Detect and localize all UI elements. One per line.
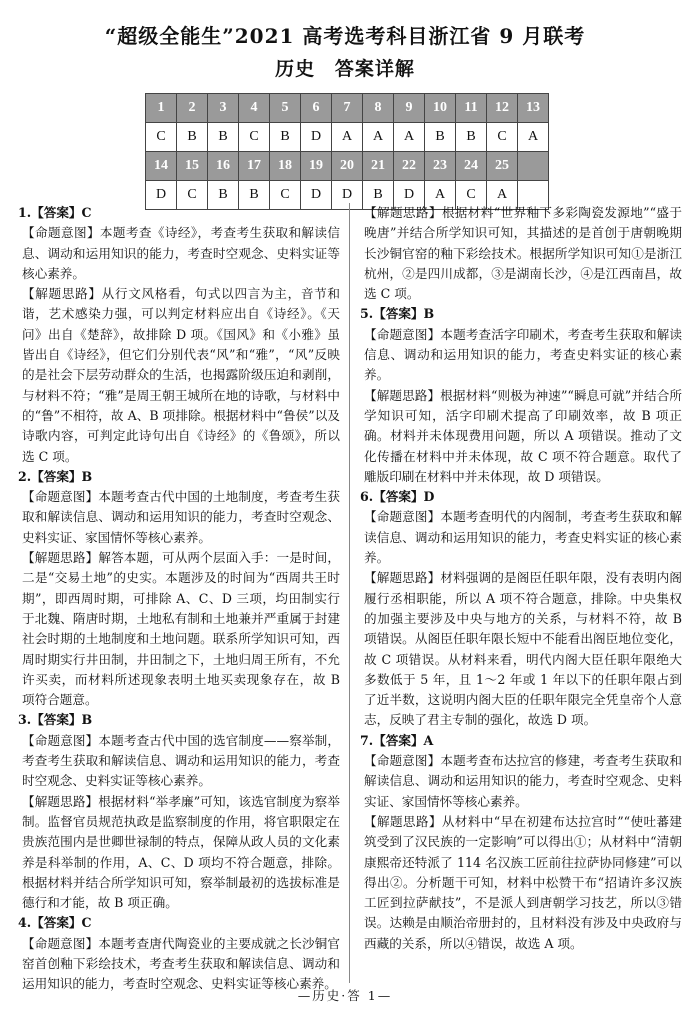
left-column [18,203,340,995]
question-block [360,731,682,954]
answer-heading: 3.【答案】B [18,712,93,728]
explanation-paragraph: 【命题意图】本题考查明代的内阁制，考查考生获取和解读信息、调动和运用知识的能力，考查史料实证的核心素养。 [364,509,682,566]
answer-cell: 9 [394,94,425,123]
answer-cell: 23 [425,152,456,181]
explanation-paragraph: 【解题思路】从材料中“早在初建布达拉宫时”“使吐蕃建筑受到了汉民族的一定影响”可以得出①；从材料中“清朝康熙帝还特派了 114 名汉族工匠前往拉萨协同修建”可以得出②。分析题干可知，材料中松赞干布“招请许多汉族工匠到拉萨献技”，不是派人到唐朝学习技艺，所以③错误。达赖是由顺治帝册封的，且材料没有涉及中央政府与西藏的关系，所以④错误，故选 A 项。 [364,813,682,951]
answer-cell: 24 [456,152,487,181]
explanation-paragraph: 【命题意图】本题考查唐代陶瓷业的主要成就之长沙铜官窑首创釉下彩绘技术，考查考生获取和解读信息、调动和运用知识的能力，考查时空观念、史料实证等核心素养。 [22,935,340,992]
answer-cell-empty [518,152,549,181]
answer-cell: 12 [487,94,518,123]
answer-heading: 5.【答案】B [360,306,435,322]
explanation-paragraph: 【解题思路】材料强调的是阁臣任职年限，没有表明内阁履行丞相职能，所以 A 项不符合题意，排除。中央集权的加强主要涉及中央与地方的关系，与材料不符，故 B 项错误。从阁臣任职年限长短中不能看出阁臣地位变化，故 C 项错误。从材料来看，明代内阁大臣任职年限绝大多数低于 5 年，且 1～2 年或 1 年以下的任职年限占到了近半数，这说明内阁大臣的任职年限完全凭皇帝个人意志，反映了君主专制的强化，故选 D 项。 [364,570,682,728]
page-subtitle [0,54,690,81]
answer-cell: 15 [177,152,208,181]
explanation-paragraph: 【解题思路】根据材料“则极为神速”“瞬息可就”并结合所学知识可知，活字印刷术提高了印刷效率，故 B 项正确。材料并未体现费用问题，所以 A 项错误。推动了文化传播在材料中并未体现，故 C 项不符合题意。取代了雕版印刷在材料中并未体现，故 D 项错误。 [364,387,682,484]
answer-cell: A [394,123,425,152]
explanation-paragraph: 【命题意图】本题考查布达拉宫的修建，考查考生获取和解读信息、调动和运用知识的能力，考查时空观念、史料实证、家国情怀等核心素养。 [364,753,682,809]
explanation-paragraph: 【命题意图】本题考查古代中国的土地制度，考查考生获取和解读信息、调动和运用知识的能力，考查时空观念、史料实证、家国情怀等核心素养。 [22,489,340,545]
answer-cell: C [239,123,270,152]
answer-cell: A [332,123,363,152]
explanation-paragraph: 【命题意图】本题考查活字印刷术，考查考生获取和解读信息、调动和运用知识的能力，考查史料实证的核心素养。 [364,326,682,383]
answer-cell: A [363,123,394,152]
answer-cell: B [239,181,270,210]
answer-cell: B [425,123,456,152]
answer-cell: 13 [518,94,549,123]
explanation-paragraph: 【命题意图】本题考查古代中国的选官制度——察举制，考查考生获取和解读信息、调动和运用知识的能力，考查时空观念、史料实证等核心素养。 [22,732,340,789]
answer-cell: 4 [239,94,270,123]
answer-table-answer-row [146,123,549,152]
answer-cell: B [208,181,239,210]
answer-cell: 3 [208,94,239,123]
answer-cell: C [146,123,177,152]
question-block [18,203,340,467]
explanation-paragraph: 【解题思路】根据材料“世界釉下多彩陶瓷发源地”“盛于晚唐”并结合所学知识可知，其描述的是首创于唐朝晚期长沙铜官窑的釉下彩绘技术。根据所学知识可知①是浙江杭州，②是四川成都，③是湖南长沙，④是江西南昌，故选 C 项。 [364,205,682,302]
answer-cell: C [456,181,487,210]
answer-cell: 14 [146,152,177,181]
answer-cell: A [487,181,518,210]
question-block [360,304,682,487]
answer-cell: C [270,181,301,210]
question-block [360,487,682,731]
question-block [18,913,340,994]
answer-cell: 18 [270,152,301,181]
answer-cell: D [394,181,425,210]
answer-cell: B [177,123,208,152]
answer-cell: B [456,123,487,152]
answer-heading: 4.【答案】C [18,915,92,931]
answer-table [145,93,549,210]
answer-heading: 6.【答案】D [360,489,435,505]
answer-cell: C [177,181,208,210]
answer-cell: C [487,123,518,152]
answer-cell: D [301,123,332,152]
answer-cell: A [425,181,456,210]
answer-cell: 21 [363,152,394,181]
answer-cell: 11 [456,94,487,123]
answer-cell: 2 [177,94,208,123]
answer-cell: 6 [301,94,332,123]
answer-heading: 1.【答案】C [18,205,92,220]
answer-cell: 5 [270,94,301,123]
column-divider [349,203,350,983]
explanation-paragraph: 【解题思路】从行文风格看，句式以四言为主，音节和谐，艺术感染力强，可以判定材料应出自《诗经》。《天问》出自《楚辞》，故排除 D 项。《国风》和《小雅》虽皆出自《诗经》，但它们分别代表“风”和“雅”，“风”反映的是社会下层劳动群众的生活，也揭露阶级压迫和剥削，与材料不符；“雅”是周王朝王城所在地的诗歌，与材料中的“鲁”不相符，故 A、B 项排除。根据材料中“鲁侯”以及诗歌内容，可判定此诗句出自《诗经》的《鲁颂》，所以选 C 项。 [22,286,340,464]
right-column [360,203,682,954]
answer-cell: 7 [332,94,363,123]
explanation-paragraph: 【解题思路】解答本题，可从两个层面入手：一是时间，二是“交易土地”的史实。本题涉及的时间为“西周共王时期”，即西周时期，可排除 A、C、D 三项，均田制实行于北魏、隋唐时期，土地私有制和土地兼并严重属于封建社会时期的土地制度和土地问题。联系所学知识可知，西周时期实行井田制，井田制之下，土地归周王所有，不允许买卖，而材料所述现象表明土地买卖现象存在，故 B 项符合题意。 [22,550,340,708]
answer-cell: B [270,123,301,152]
answer-cell: 20 [332,152,363,181]
question-block [360,203,682,304]
answer-table-number-row [146,94,549,123]
answer-cell: D [301,181,332,210]
answer-cell: 10 [425,94,456,123]
answer-cell: B [363,181,394,210]
explanation-paragraph: 【命题意图】本题考查《诗经》，考查考生获取和解读信息、调动和运用知识的能力，考查时空观念、史料实证等核心素养。 [22,225,340,281]
answer-cell: D [146,181,177,210]
subtitle-label: 答案详解 [334,58,415,80]
answer-cell: 22 [394,152,425,181]
page-footer: —历史·答 1— [297,988,393,1003]
answer-cell: D [332,181,363,210]
answer-cell: 19 [301,152,332,181]
question-block [18,467,340,711]
answer-cell: 1 [146,94,177,123]
page-title: “超级全能生”2021 高考选考科目浙江省 9 月联考 [104,24,586,48]
answer-cell: 8 [363,94,394,123]
explanation-paragraph: 【解题思路】根据材料“举孝廉”可知，该选官制度为察举制。监督官员规范执政是监察制度的作用，将官职限定在贵族范围内是世卿世禄制的特点，保障从政人员的文化素养是科举制的作用，A、C、D 项均不符合题意，排除。根据材料并结合所学知识可知，察举制最初的选拔标准是德行和才能，故 B 项正确。 [22,793,340,911]
answer-cell: B [208,123,239,152]
answer-cell: 16 [208,152,239,181]
question-block [18,710,340,913]
answer-cell: 25 [487,152,518,181]
answer-cell: 17 [239,152,270,181]
answer-cell: A [518,123,549,152]
subject-label: 历史 [275,58,316,80]
answer-table-number-row [146,152,549,181]
answer-heading: 7.【答案】A [360,732,434,748]
answer-heading: 2.【答案】B [18,468,93,484]
